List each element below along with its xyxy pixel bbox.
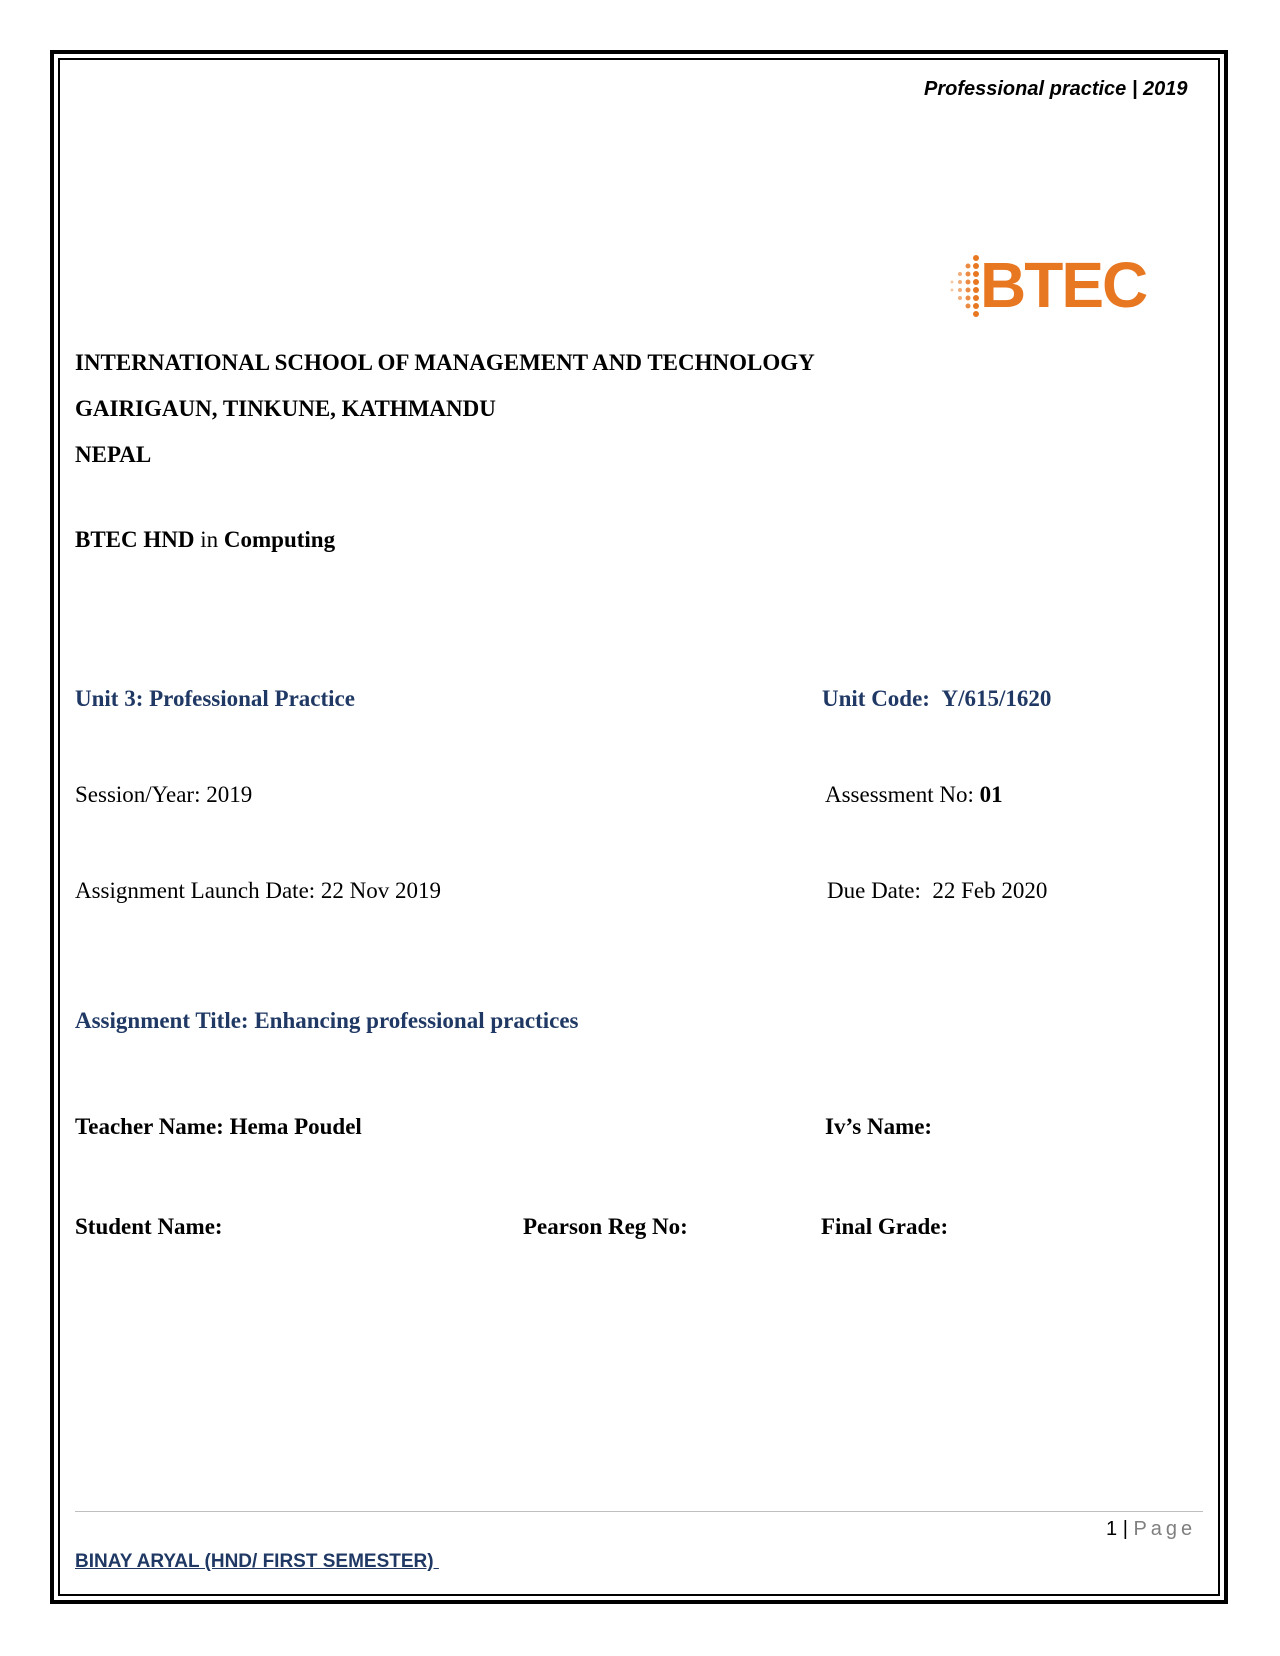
btec-logo-text: BTEC: [980, 249, 1147, 321]
page-number-separator: |: [1122, 1518, 1128, 1540]
footer-author: BINAY ARYAL (HND/ FIRST SEMESTER): [75, 1551, 439, 1572]
programme-qualification: BTEC HND: [75, 527, 195, 552]
programme-title: [75, 527, 335, 553]
running-header: Professional practice | 2019: [924, 78, 1188, 100]
due-date: Due Date: 22 Feb 2020: [827, 878, 1048, 903]
btec-logo: [948, 248, 1147, 322]
unit-code-value: Y/615/1620: [941, 686, 1052, 711]
school-address: GAIRIGAUN, TINKUNE, KATHMANDU: [75, 396, 496, 421]
school-country: NEPAL: [75, 442, 152, 467]
unit-title: Unit 3: Professional Practice: [75, 686, 355, 711]
iv-name: Iv’s Name:: [825, 1114, 933, 1139]
assignment-title: Assignment Title: Enhancing professional practices: [75, 1008, 579, 1033]
btec-dots-icon: [948, 254, 982, 320]
assessment-no-label: Assessment No:: [825, 782, 980, 807]
teacher-name: Teacher Name: Hema Poudel: [75, 1114, 362, 1139]
launch-date: Assignment Launch Date: 22 Nov 2019: [75, 878, 442, 903]
school-name: INTERNATIONAL SCHOOL OF MANAGEMENT AND TECHNOLOGY: [75, 350, 815, 375]
page-word: Page: [1133, 1518, 1197, 1540]
page-number: [1106, 1518, 1196, 1541]
session-year: Session/Year: 2019: [75, 782, 253, 807]
footer-divider: [75, 1511, 1203, 1512]
pearson-reg-no: Pearson Reg No:: [523, 1214, 688, 1239]
assessment-no-value: 01: [979, 782, 1003, 807]
unit-code: [822, 686, 1051, 712]
programme-subject: Computing: [223, 527, 336, 552]
student-name: Student Name:: [75, 1214, 223, 1239]
assessment-no: [825, 782, 1003, 808]
programme-connector: in: [194, 527, 224, 552]
unit-code-label: Unit Code:: [822, 686, 930, 711]
final-grade: Final Grade:: [821, 1214, 949, 1239]
page-number-value: 1: [1106, 1518, 1118, 1540]
